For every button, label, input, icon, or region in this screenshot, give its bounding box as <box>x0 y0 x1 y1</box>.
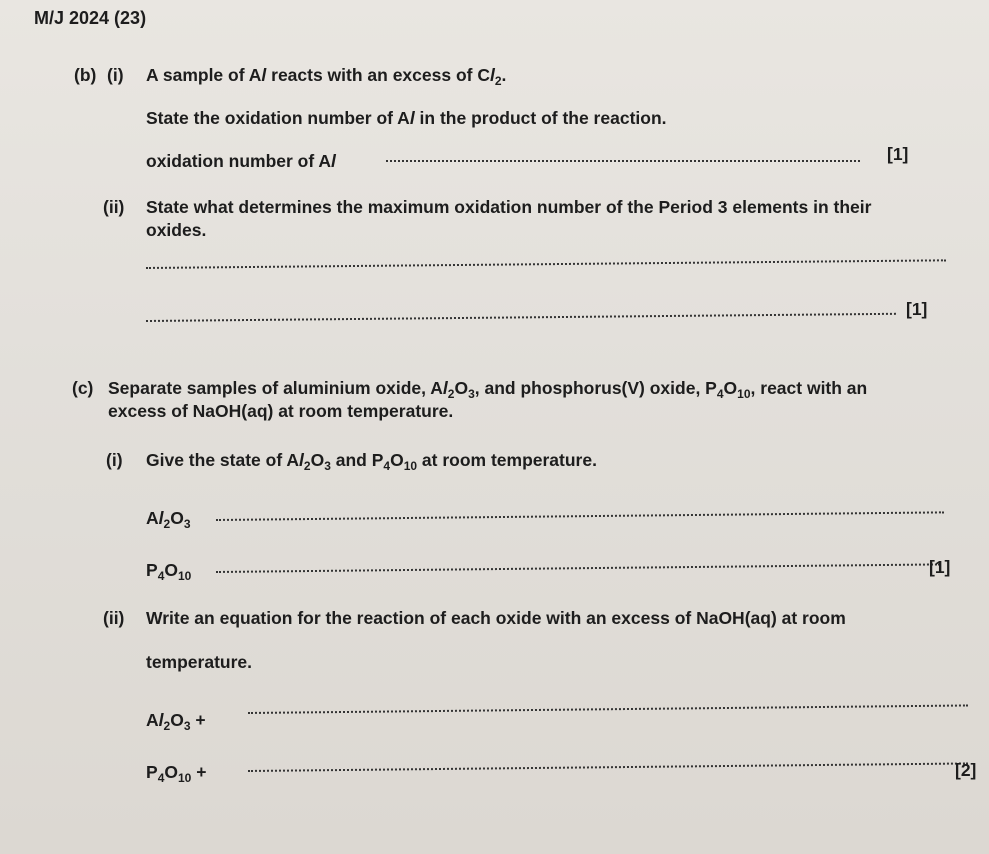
question-c-ii-line1: Write an equation for the reaction of each oxide with an excess of NaOH(aq) at room <box>146 608 846 628</box>
part-c-label: (c) <box>72 378 94 398</box>
question-b-i-line2: State the oxidation number of Al in the product of the reaction. <box>146 108 667 128</box>
question-c-line1: Separate samples of aluminium oxide, $Al_2O_3$, and phosphorus(V) oxide, $P_4O_{10}$, react with an <box>108 378 868 401</box>
part-b-ii-label: (ii) <box>103 197 125 217</box>
answer-line-c-ii-al2o3[interactable] <box>248 704 968 714</box>
answer-label-oxidation-number: oxidation number of Al <box>146 151 336 171</box>
answer-line-b-ii-1[interactable] <box>146 259 946 269</box>
part-c-ii-label: (ii) <box>103 608 125 628</box>
equation-label-al2o3: $Al_2O_3$ + <box>146 710 206 733</box>
row-label-p4o10: $P_4O_{10}$ <box>146 560 192 583</box>
question-b-ii-line1: State what determines the maximum oxidation number of the Period 3 elements in their <box>146 197 872 217</box>
part-b-label: (b) <box>74 65 97 85</box>
question-b-i-line1: A sample of Al reacts with an excess of $Cl_2$. <box>146 65 507 88</box>
part-c-i-label: (i) <box>106 450 123 470</box>
row-label-al2o3: $Al_2O_3$ <box>146 508 191 531</box>
equation-label-p4o10: $P_4O_{10}$ + <box>146 762 207 785</box>
exam-header: M/J 2024 (23) <box>34 8 147 28</box>
question-c-i: Give the state of $Al_2O_3$ and $P_4O_{10}$ at room temperature. <box>146 450 597 473</box>
answer-line-b-i[interactable] <box>386 160 860 162</box>
answer-line-b-ii-2[interactable] <box>146 313 896 322</box>
question-c-line2: excess of NaOH(aq) at room temperature. <box>108 401 454 421</box>
answer-line-c-i-al2o3[interactable] <box>216 511 944 521</box>
question-b-ii-line2: oxides. <box>146 220 207 240</box>
question-c-ii-line2: temperature. <box>146 652 253 672</box>
marks-c-i: [1] <box>929 557 951 577</box>
marks-c-ii: [2] <box>955 760 977 780</box>
answer-line-c-i-p4o10[interactable] <box>216 563 940 573</box>
part-b-i-label: (i) <box>107 65 124 85</box>
marks-b-i: [1] <box>887 144 909 164</box>
marks-b-ii: [1] <box>906 299 928 319</box>
answer-line-c-ii-p4o10[interactable] <box>248 762 968 772</box>
